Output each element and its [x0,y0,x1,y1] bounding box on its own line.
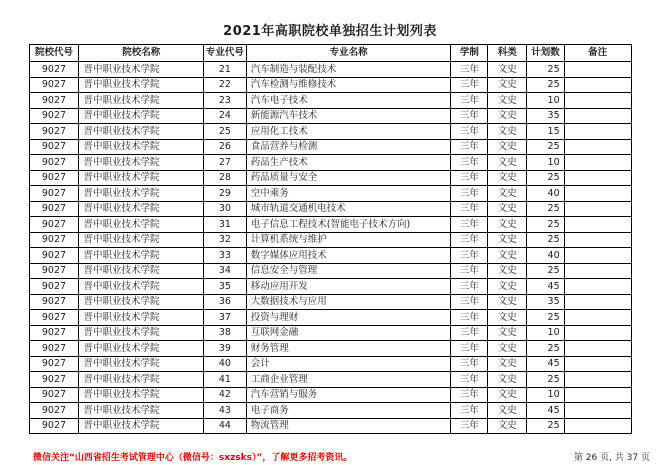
major-code-cell: 33 [204,248,247,264]
header-college-code: 院校代号 [29,45,79,62]
college-name-cell: 晋中职业技术学院 [79,186,204,202]
college-code-cell: 9027 [29,201,79,217]
major-name-cell: 互联网金融 [246,325,451,341]
major-name-cell: 汽车营销与服务 [246,387,451,403]
footer-notice: 微信关注“山西省招生考试管理中心（微信号：sxzsks）”，了解更多招考资讯。 [33,453,353,463]
category-cell: 文史 [488,310,527,326]
college-code-cell: 9027 [29,294,79,310]
table-row [29,387,631,403]
major-code-cell: 39 [204,341,247,357]
college-code-cell: 9027 [29,325,79,341]
table-row [29,263,631,279]
college-code-cell: 9027 [29,93,79,109]
plan-count-cell: 15 [527,124,564,140]
major-code-cell: 31 [204,217,247,233]
plan-count-cell: 25 [527,341,564,357]
college-name-cell: 晋中职业技术学院 [79,418,204,434]
duration-cell: 三年 [451,139,488,155]
note-cell [564,263,631,279]
major-code-cell: 34 [204,263,247,279]
category-cell: 文史 [488,403,527,419]
table-row [29,186,631,202]
duration-cell: 三年 [451,248,488,264]
college-name-cell: 晋中职业技术学院 [79,294,204,310]
category-cell: 文史 [488,372,527,388]
category-cell: 文史 [488,325,527,341]
duration-cell: 三年 [451,186,488,202]
note-cell [564,279,631,295]
category-cell: 文史 [488,77,527,93]
category-cell: 文史 [488,279,527,295]
college-code-cell: 9027 [29,263,79,279]
plan-count-cell: 25 [527,217,564,233]
note-cell [564,310,631,326]
duration-cell: 三年 [451,124,488,140]
duration-cell: 三年 [451,62,488,78]
major-name-cell: 移动应用开发 [246,279,451,295]
college-name-cell: 晋中职业技术学院 [79,201,204,217]
major-code-cell: 30 [204,201,247,217]
duration-cell: 三年 [451,232,488,248]
header-plan-count: 计划数 [527,45,564,62]
major-name-cell: 药品质量与安全 [246,170,451,186]
table-row [29,372,631,388]
major-name-cell: 新能源汽车技术 [246,108,451,124]
plan-count-cell: 45 [527,279,564,295]
duration-cell: 三年 [451,341,488,357]
note-cell [564,232,631,248]
major-code-cell: 42 [204,387,247,403]
table-row [29,310,631,326]
college-name-cell: 晋中职业技术学院 [79,263,204,279]
note-cell [564,217,631,233]
plan-count-cell: 10 [527,155,564,171]
category-cell: 文史 [488,62,527,78]
major-name-cell: 应用化工技术 [246,124,451,140]
note-cell [564,155,631,171]
category-cell: 文史 [488,263,527,279]
duration-cell: 三年 [451,93,488,109]
category-cell: 文史 [488,170,527,186]
duration-cell: 三年 [451,170,488,186]
duration-cell: 三年 [451,279,488,295]
college-name-cell: 晋中职业技术学院 [79,77,204,93]
college-code-cell: 9027 [29,124,79,140]
table-row [29,108,631,124]
plan-count-cell: 25 [527,62,564,78]
college-name-cell: 晋中职业技术学院 [79,403,204,419]
college-code-cell: 9027 [29,279,79,295]
plan-count-cell: 25 [527,263,564,279]
table-row [29,62,631,78]
major-name-cell: 工商企业管理 [246,372,451,388]
college-name-cell: 晋中职业技术学院 [79,325,204,341]
category-cell: 文史 [488,201,527,217]
category-cell: 文史 [488,108,527,124]
college-code-cell: 9027 [29,170,79,186]
table-row [29,93,631,109]
plan-count-cell: 40 [527,248,564,264]
plan-count-cell: 35 [527,294,564,310]
college-code-cell: 9027 [29,341,79,357]
duration-cell: 三年 [451,294,488,310]
table-row [29,170,631,186]
duration-cell: 三年 [451,310,488,326]
category-cell: 文史 [488,93,527,109]
college-name-cell: 晋中职业技术学院 [79,155,204,171]
note-cell [564,186,631,202]
duration-cell: 三年 [451,372,488,388]
plan-count-cell: 25 [527,77,564,93]
college-code-cell: 9027 [29,387,79,403]
plan-count-cell: 45 [527,356,564,372]
major-code-cell: 22 [204,77,247,93]
college-code-cell: 9027 [29,62,79,78]
college-code-cell: 9027 [29,139,79,155]
plan-count-cell: 25 [527,418,564,434]
table-row [29,77,631,93]
note-cell [564,403,631,419]
college-name-cell: 晋中职业技术学院 [79,108,204,124]
table-row [29,124,631,140]
category-cell: 文史 [488,186,527,202]
table-row [29,232,631,248]
major-code-cell: 41 [204,372,247,388]
major-name-cell: 汽车检测与维修技术 [246,77,451,93]
college-name-cell: 晋中职业技术学院 [79,279,204,295]
major-code-cell: 28 [204,170,247,186]
plan-count-cell: 10 [527,325,564,341]
college-name-cell: 晋中职业技术学院 [79,310,204,326]
college-name-cell: 晋中职业技术学院 [79,139,204,155]
college-name-cell: 晋中职业技术学院 [79,62,204,78]
major-name-cell: 空中乘务 [246,186,451,202]
major-name-cell: 电子商务 [246,403,451,419]
page-footer [33,450,650,463]
duration-cell: 三年 [451,403,488,419]
major-code-cell: 23 [204,93,247,109]
note-cell [564,93,631,109]
note-cell [564,170,631,186]
college-name-cell: 晋中职业技术学院 [79,217,204,233]
college-name-cell: 晋中职业技术学院 [79,356,204,372]
table-row [29,279,631,295]
major-name-cell: 汽车电子技术 [246,93,451,109]
college-name-cell: 晋中职业技术学院 [79,93,204,109]
major-name-cell: 财务管理 [246,341,451,357]
major-code-cell: 43 [204,403,247,419]
header-major-code: 专业代号 [204,45,247,62]
table-row [29,403,631,419]
category-cell: 文史 [488,217,527,233]
plan-count-cell: 45 [527,403,564,419]
college-code-cell: 9027 [29,217,79,233]
duration-cell: 三年 [451,263,488,279]
category-cell: 文史 [488,124,527,140]
major-code-cell: 26 [204,139,247,155]
college-code-cell: 9027 [29,155,79,171]
major-code-cell: 24 [204,108,247,124]
note-cell [564,356,631,372]
college-name-cell: 晋中职业技术学院 [79,170,204,186]
table-header-row [29,45,631,62]
note-cell [564,418,631,434]
note-cell [564,77,631,93]
major-name-cell: 数字媒体应用技术 [246,248,451,264]
plan-count-cell: 25 [527,139,564,155]
table-row [29,155,631,171]
note-cell [564,294,631,310]
plan-count-cell: 25 [527,232,564,248]
major-name-cell: 大数据技术与应用 [246,294,451,310]
plan-count-cell: 35 [527,108,564,124]
table-row [29,139,631,155]
major-code-cell: 38 [204,325,247,341]
college-name-cell: 晋中职业技术学院 [79,124,204,140]
duration-cell: 三年 [451,387,488,403]
major-name-cell: 城市轨道交通机电技术 [246,201,451,217]
major-code-cell: 44 [204,418,247,434]
major-code-cell: 40 [204,356,247,372]
category-cell: 文史 [488,294,527,310]
header-major-name: 专业名称 [246,45,451,62]
table-row [29,201,631,217]
enrollment-plan-table [29,44,632,434]
college-name-cell: 晋中职业技术学院 [79,232,204,248]
major-code-cell: 25 [204,124,247,140]
table-row [29,418,631,434]
note-cell [564,248,631,264]
header-category: 科类 [488,45,527,62]
table-body [29,62,631,434]
major-code-cell: 35 [204,279,247,295]
note-cell [564,124,631,140]
major-code-cell: 27 [204,155,247,171]
category-cell: 文史 [488,418,527,434]
college-code-cell: 9027 [29,108,79,124]
plan-count-cell: 25 [527,170,564,186]
category-cell: 文史 [488,356,527,372]
header-note: 备注 [564,45,631,62]
plan-count-cell: 40 [527,186,564,202]
header-duration: 学制 [451,45,488,62]
duration-cell: 三年 [451,201,488,217]
note-cell [564,325,631,341]
college-code-cell: 9027 [29,418,79,434]
duration-cell: 三年 [451,325,488,341]
college-code-cell: 9027 [29,403,79,419]
note-cell [564,201,631,217]
college-code-cell: 9027 [29,77,79,93]
category-cell: 文史 [488,155,527,171]
note-cell [564,108,631,124]
plan-count-cell: 10 [527,387,564,403]
duration-cell: 三年 [451,356,488,372]
duration-cell: 三年 [451,77,488,93]
major-name-cell: 会计 [246,356,451,372]
college-name-cell: 晋中职业技术学院 [79,387,204,403]
table-row [29,325,631,341]
college-name-cell: 晋中职业技术学院 [79,248,204,264]
college-name-cell: 晋中职业技术学院 [79,372,204,388]
note-cell [564,387,631,403]
duration-cell: 三年 [451,108,488,124]
major-name-cell: 药品生产技术 [246,155,451,171]
major-name-cell: 汽车制造与装配技术 [246,62,451,78]
major-name-cell: 信息安全与管理 [246,263,451,279]
college-code-cell: 9027 [29,310,79,326]
category-cell: 文史 [488,248,527,264]
duration-cell: 三年 [451,217,488,233]
major-name-cell: 计算机系统与维护 [246,232,451,248]
note-cell [564,139,631,155]
major-code-cell: 29 [204,186,247,202]
table-row [29,341,631,357]
category-cell: 文史 [488,232,527,248]
college-code-cell: 9027 [29,186,79,202]
note-cell [564,372,631,388]
table-row [29,248,631,264]
major-code-cell: 32 [204,232,247,248]
category-cell: 文史 [488,139,527,155]
major-name-cell: 食品营养与检测 [246,139,451,155]
college-code-cell: 9027 [29,232,79,248]
table-row [29,217,631,233]
note-cell [564,62,631,78]
duration-cell: 三年 [451,418,488,434]
major-code-cell: 21 [204,62,247,78]
major-name-cell: 投资与理财 [246,310,451,326]
college-name-cell: 晋中职业技术学院 [79,341,204,357]
plan-count-cell: 25 [527,201,564,217]
major-name-cell: 电子信息工程技术(智能电子技术方向) [246,217,451,233]
header-college-name: 院校名称 [79,45,204,62]
plan-count-cell: 25 [527,372,564,388]
plan-count-cell: 25 [527,310,564,326]
college-code-cell: 9027 [29,356,79,372]
major-code-cell: 37 [204,310,247,326]
note-cell [564,341,631,357]
category-cell: 文史 [488,341,527,357]
table-row [29,294,631,310]
page-number: 第 26 页, 共 37 页 [573,453,650,463]
major-code-cell: 36 [204,294,247,310]
table-row [29,356,631,372]
page-title: 2021年高职院校单独招生计划列表 [223,24,437,39]
plan-count-cell: 10 [527,93,564,109]
college-code-cell: 9027 [29,248,79,264]
major-name-cell: 物流管理 [246,418,451,434]
category-cell: 文史 [488,387,527,403]
duration-cell: 三年 [451,155,488,171]
college-code-cell: 9027 [29,372,79,388]
